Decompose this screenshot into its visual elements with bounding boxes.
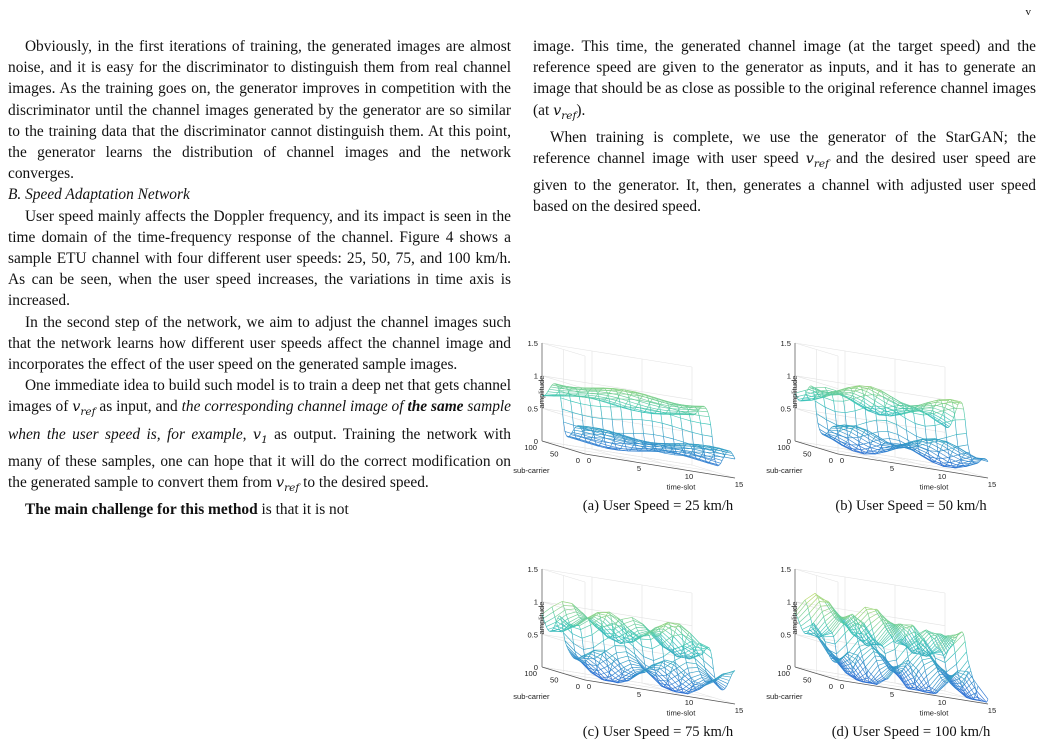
math-v-ref: $v_{ref}$ [553, 102, 577, 122]
subfigure-c [513, 542, 783, 747]
subfigure-caption: (c) User Speed = 75 km/h [582, 724, 734, 740]
x-tick-label: 15 [734, 706, 744, 715]
x-tick-label: 5 [889, 690, 895, 699]
paragraph: The main challenge for this method is that it is not [24, 500, 349, 518]
z-tick-label: 0 [786, 437, 791, 446]
surface-plot [513, 542, 783, 722]
math-v-ref: $v_{ref}$ [72, 399, 96, 419]
z-axis-label: amplitude [790, 601, 799, 635]
y-tick-label: 50 [803, 449, 812, 459]
x-tick-label: 0 [839, 682, 845, 691]
z-axis-label: amplitude [537, 601, 546, 635]
bold-text: The main challenge for this method [24, 500, 258, 518]
x-tick-label: 10 [684, 698, 694, 707]
z-tick-label: 0.5 [527, 404, 538, 414]
y-tick-label: 0 [575, 682, 580, 691]
x-tick-label: 5 [889, 464, 895, 473]
math-v1: $v_1$ [252, 426, 268, 446]
z-tick-label: 1.5 [527, 565, 538, 574]
text-run-italic: the corresponding channel image of [181, 398, 408, 416]
paragraph: User speed mainly affects the Doppler frequency, and its impact is seen in the time domain of the time-frequency response of the channel. Figure 4 shows a sample ETU channel with four different user speeds: 25, 50, 75, and 100 km/h. As can be seen, when the user speed increases, the variations in time axis is increased. [8, 207, 511, 310]
z-tick-label: 1 [533, 371, 538, 381]
y-tick-label: 50 [803, 675, 812, 685]
paragraph: In the second step of the network, we aim to adjust the channel images such that the network learns how different user speeds affect the channel image and incorporates the effect of the user speed on the generated sample images. [8, 313, 511, 374]
surface-mesh [542, 602, 735, 695]
surface-plot [513, 316, 783, 496]
z-tick-label: 1.5 [780, 339, 791, 348]
x-tick-label: 5 [636, 464, 642, 473]
subfigure-caption: (b) User Speed = 50 km/h [835, 498, 987, 514]
surface-plot [766, 316, 1036, 496]
x-tick-label: 15 [734, 480, 744, 489]
y-tick-label: 50 [550, 675, 559, 685]
x-tick-label: 0 [586, 682, 592, 691]
z-tick-label: 1 [786, 371, 791, 381]
y-axis-label: sub-carrier [513, 691, 550, 701]
z-tick-label: 0 [533, 437, 538, 446]
y-tick-label: 0 [828, 456, 833, 465]
y-axis-label: sub-carrier [766, 465, 803, 475]
y-tick-label: 100 [777, 669, 790, 678]
z-tick-label: 1 [533, 597, 538, 607]
y-tick-label: 100 [777, 443, 790, 452]
z-tick-label: 0.5 [780, 630, 791, 640]
math-v-ref: $v_{ref}$ [275, 474, 300, 494]
subfigure-caption: (a) User Speed = 25 km/h [582, 498, 734, 514]
left-column [8, 36, 511, 520]
right-column [533, 36, 1036, 217]
subfigure-d [766, 542, 1036, 747]
z-tick-label: 1.5 [527, 339, 538, 348]
subfigure-b [766, 316, 1036, 521]
x-axis-label: time-slot [919, 482, 949, 492]
text-run-bold-italic: the same [407, 398, 464, 416]
x-tick-label: 10 [937, 698, 947, 707]
y-axis-label: sub-carrier [766, 691, 803, 701]
text-run: to the desired speed. [299, 473, 429, 491]
math-v-ref: $v_{ref}$ [805, 150, 830, 170]
y-tick-label: 100 [524, 669, 537, 678]
z-tick-label: 0 [533, 663, 538, 672]
text-run-italic: sample when the user speed is, for example, [8, 398, 512, 443]
page-number: v [1025, 6, 1031, 18]
paragraph: image. This time, the generated channel image (at the target speed) and the reference speed are given to the generator as inputs, and it has to generate an image that should be as close as possible to the original reference channel images (at $v_{ref}$). [533, 38, 1036, 122]
y-tick-label: 0 [575, 456, 580, 465]
z-axis-label: amplitude [790, 375, 799, 409]
text-run: One immediate idea to build such model is to train a deep net that gets channel images of [8, 377, 511, 416]
z-tick-label: 1 [786, 597, 791, 607]
paragraph [8, 375, 511, 499]
text-run: as input, and [95, 398, 182, 416]
z-axis-label: amplitude [537, 375, 546, 409]
text-run: as output. Training the network with many of these samples, one can hope that it will do the correct modification on the generated sample to convert them from [8, 425, 511, 491]
y-tick-label: 100 [524, 443, 537, 452]
y-tick-label: 0 [828, 682, 833, 691]
x-tick-label: 15 [987, 480, 997, 489]
z-tick-label: 0 [786, 663, 791, 672]
x-axis-label: time-slot [666, 482, 696, 492]
z-tick-label: 0.5 [780, 404, 791, 414]
paragraph: Obviously, in the first iterations of training, the generated images are almost noise, and it is easy for the discriminator to distinguish them from real channel images. As the training goes on, the generator improves in competition with the discriminator until the channel images generated by the generator are so similar to the training data that the discriminator cannot distinguish them. At this point, the generator learns the distribution of channel images and the network converges. [8, 38, 511, 183]
x-tick-label: 0 [839, 456, 845, 465]
section-heading: B. Speed Adaptation Network [8, 186, 190, 204]
y-axis-label: sub-carrier [513, 465, 550, 475]
x-axis-label: time-slot [919, 708, 949, 718]
y-tick-label: 50 [550, 449, 559, 459]
x-axis-label: time-slot [666, 708, 696, 718]
z-tick-label: 1.5 [780, 565, 791, 574]
x-tick-label: 10 [937, 472, 947, 481]
x-tick-label: 5 [636, 690, 642, 699]
surface-plot [766, 542, 1036, 722]
x-tick-label: 10 [684, 472, 694, 481]
subfigure-caption: (d) User Speed = 100 km/h [831, 724, 991, 740]
surface-mesh [795, 386, 988, 468]
paragraph: When training is complete, we use the generator of the StarGAN; the reference channel image with user speed $v_{ref}$ and the desired user speed are given to the generator. It, then, generates a channel with adjusted user speed based on the desired speed. [533, 128, 1036, 216]
x-tick-label: 15 [987, 706, 997, 715]
x-tick-label: 0 [586, 456, 592, 465]
surface-mesh [795, 593, 988, 702]
z-tick-label: 0.5 [527, 630, 538, 640]
subfigure-a [513, 316, 783, 521]
surface-mesh [542, 384, 735, 466]
